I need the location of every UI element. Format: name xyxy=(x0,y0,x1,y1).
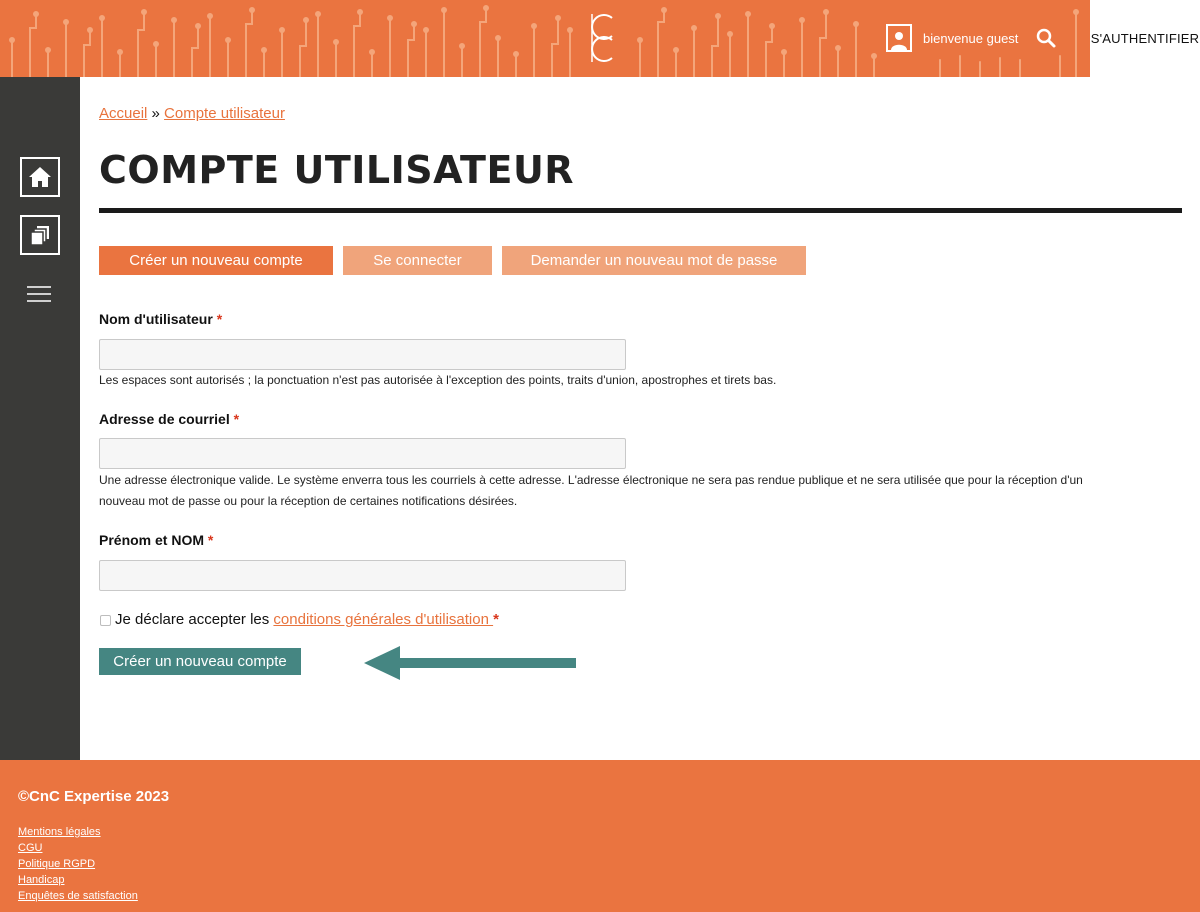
breadcrumb xyxy=(99,105,285,122)
left-sidebar xyxy=(0,77,80,760)
terms-checkbox[interactable] xyxy=(100,615,111,626)
copyright-text: ©CnC Expertise 2023 xyxy=(18,788,170,805)
tab-reset-password[interactable]: Demander un nouveau mot de passe xyxy=(502,246,806,275)
tab-login[interactable]: Se connecter xyxy=(343,246,492,275)
page-title: COMPTE UTILISATEUR xyxy=(99,148,575,192)
pages-button[interactable] xyxy=(20,215,60,255)
footer-link-rgpd[interactable]: Politique RGPD xyxy=(18,858,96,870)
site-header xyxy=(0,0,1200,77)
home-icon xyxy=(28,166,52,188)
breadcrumb-home-link[interactable]: Accueil xyxy=(99,105,148,122)
welcome-text[interactable]: bienvenue guest xyxy=(923,31,1019,46)
site-logo[interactable] xyxy=(584,10,618,66)
required-marker: * xyxy=(207,532,214,548)
username-input[interactable] xyxy=(99,339,626,370)
arrow-left-annotation-icon xyxy=(362,644,580,682)
site-footer xyxy=(0,760,1200,912)
footer-link-satisfaction[interactable]: Enquêtes de satisfaction xyxy=(18,890,138,902)
email-label: Adresse de courriel * xyxy=(99,411,240,427)
title-divider xyxy=(99,208,1182,213)
terms-label: Je déclare accepter les conditions générales d'utilisation * xyxy=(115,611,499,628)
footer-link-legal[interactable]: Mentions légales xyxy=(18,826,101,838)
username-help: Les espaces sont autorisés ; la ponctuation n'est pas autorisée à l'exception des points, traits d'union, apostrophes et tirets bas. xyxy=(99,373,777,387)
fullname-label: Prénom et NOM * xyxy=(99,532,214,548)
footer-links xyxy=(18,824,138,904)
terms-link[interactable]: conditions générales d'utilisation xyxy=(273,611,494,628)
required-marker: * xyxy=(216,311,223,327)
home-button[interactable] xyxy=(20,157,60,197)
copy-pages-icon xyxy=(29,224,51,246)
email-input[interactable] xyxy=(99,438,626,469)
breadcrumb-current-link[interactable]: Compte utilisateur xyxy=(164,105,285,122)
login-tab-button[interactable]: S'AUTHENTIFIER xyxy=(1090,0,1200,77)
footer-link-handicap[interactable]: Handicap xyxy=(18,874,65,886)
footer-link-cgu[interactable]: CGU xyxy=(18,842,43,854)
email-help: Une adresse électronique valide. Le système enverra tous les courriels à cette adresse. L'adresse électronique ne sera pas rendue publique et ne sera utilisée que pour la réception d'un nouveau mot de passe ou pour la réception de certaines notifications désirées. xyxy=(99,473,1083,508)
search-icon[interactable] xyxy=(1034,26,1058,50)
create-account-submit-button[interactable]: Créer un nouveau compte xyxy=(99,648,301,675)
user-avatar-icon[interactable] xyxy=(886,24,912,52)
tab-create-account[interactable]: Créer un nouveau compte xyxy=(99,246,333,275)
fullname-input[interactable] xyxy=(99,560,626,591)
hamburger-menu-icon[interactable] xyxy=(27,285,51,303)
required-marker: * xyxy=(233,411,240,427)
breadcrumb-separator: » xyxy=(151,105,160,122)
required-marker: * xyxy=(493,611,499,628)
username-label: Nom d'utilisateur * xyxy=(99,311,223,327)
